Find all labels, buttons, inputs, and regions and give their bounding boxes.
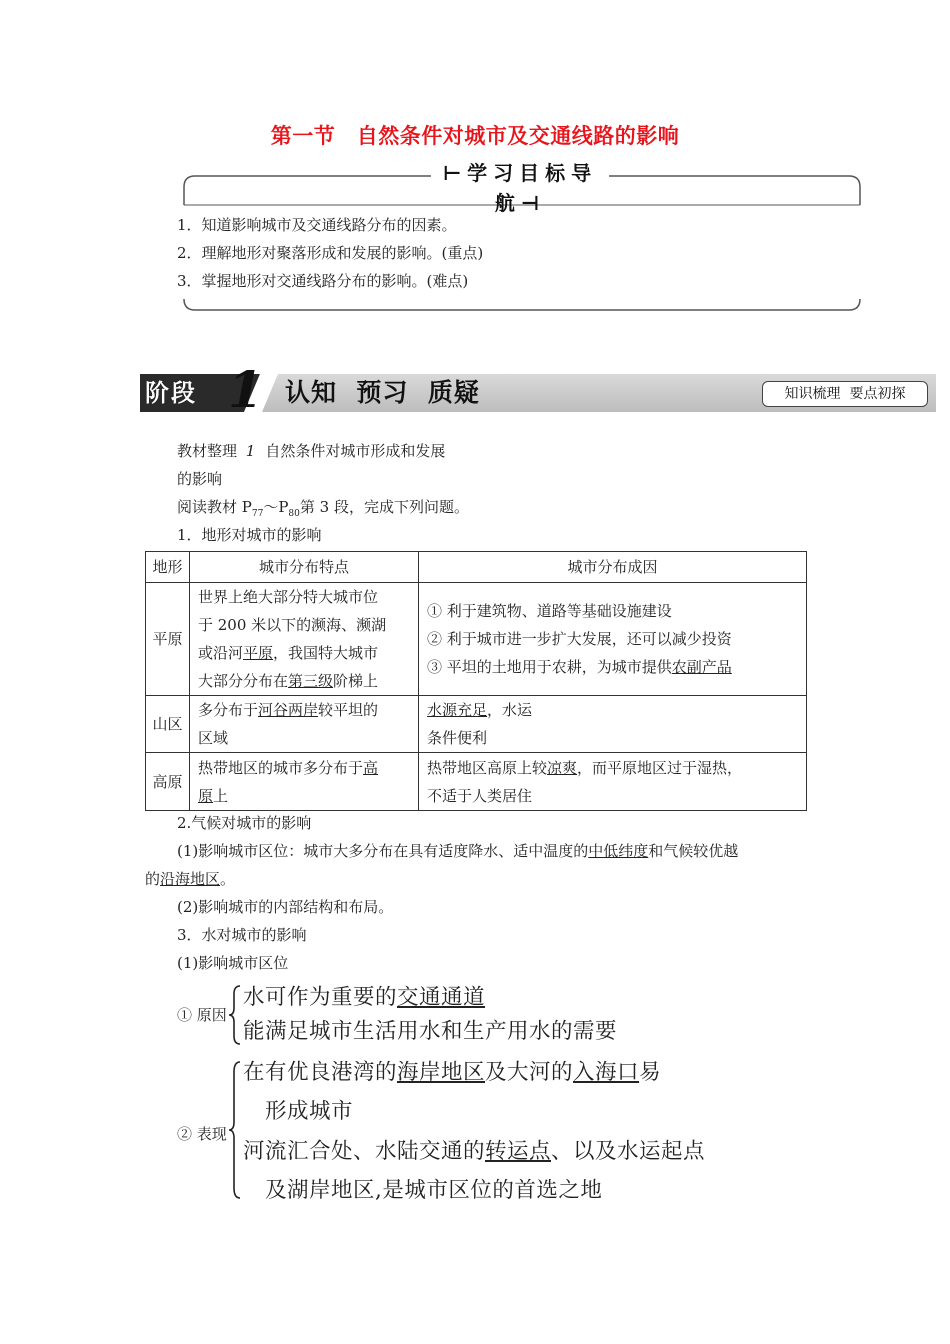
- water-show-2: 形成城市: [265, 1099, 354, 1124]
- climate-answer-1: 中低纬度: [588, 842, 649, 860]
- header-feature: 城市分布特点: [190, 552, 419, 583]
- plain-feature-line-1: 世界上绝大部分特大城市位: [198, 588, 379, 606]
- plateau-feature-a: 热带地区的城市多分布于: [198, 758, 364, 777]
- header-terrain: 地形: [146, 552, 190, 583]
- plain-feature-line-2: 于 200 米以下的濒海、濒湖: [198, 616, 387, 634]
- mountain-reason-answer: 水源充足: [427, 701, 488, 719]
- header-reason: 城市分布成因: [419, 552, 807, 583]
- cell-plateau-label: 高原: [146, 753, 190, 811]
- water-show-label: ② 表现: [177, 1125, 227, 1143]
- water-show-1a: 在有优良港湾的: [243, 1060, 398, 1085]
- water-show-answer-3: 转运点: [485, 1139, 552, 1164]
- section-heading-number: 1: [245, 442, 256, 460]
- cell-plateau-feature: [190, 753, 419, 811]
- water-show-1: [243, 1056, 661, 1090]
- goals-label-left-mark: ⊢: [442, 161, 468, 185]
- plateau-feature-b: 上: [213, 786, 229, 805]
- table-header-row: [146, 552, 807, 583]
- table-row-plateau: [146, 753, 807, 811]
- section-heading-cont: 的影响: [177, 470, 223, 488]
- plain-feature-line-3: [198, 639, 410, 667]
- water-show-4: 及湖岸地区,是城市区位的首选之地: [265, 1178, 603, 1203]
- plateau-feature-line-1: [198, 754, 410, 782]
- plain-reason-1: ① 利于建筑物、道路等基础设施建设: [427, 602, 672, 620]
- water-heading: 3．水对城市的影响: [177, 926, 307, 944]
- plain-feature-line-4: [198, 667, 410, 695]
- cell-plain-label: 平原: [146, 583, 190, 696]
- page-title: 第一节 自然条件对城市及交通线路的影响: [270, 124, 680, 148]
- section-heading-label: 教材整理: [177, 442, 238, 460]
- climate-p1-c: 的: [145, 870, 161, 888]
- mountain-feature-answer: 河谷两岸: [258, 701, 319, 719]
- goals-label: [431, 158, 609, 215]
- plain-feature-4b: 阶梯上: [333, 672, 379, 690]
- goals-label-text: 学习目标导航: [467, 161, 598, 215]
- reading-page-end: 80: [288, 509, 300, 519]
- section-heading-text: 自然条件对城市形成和发展: [265, 442, 446, 460]
- plain-reason-3: [427, 653, 798, 681]
- mountain-reason-line-2: 条件便利: [427, 729, 488, 747]
- goal-item-2: 2．理解地形对聚落形成和发展的影响。(重点): [177, 244, 484, 262]
- question-1-heading: 1．地形对城市的影响: [177, 526, 322, 544]
- climate-p1-a: (1)影响城市区位：城市大多分布在具有适度降水、适中温度的: [177, 842, 589, 860]
- water-reason-1: [243, 981, 485, 1015]
- plain-feature-answer-1: 平原: [243, 644, 274, 662]
- mountain-reason-a: ，水运: [487, 701, 533, 719]
- water-reason-label: ① 原因: [177, 1006, 227, 1024]
- reading-part-b: ～P: [263, 498, 289, 516]
- stage-badge: 知识梳理 要点初探: [762, 381, 928, 407]
- plain-reason-answer: 农副产品: [671, 658, 732, 676]
- stage-word: 阶段: [145, 379, 197, 407]
- terrain-table: [145, 551, 807, 811]
- water-show-answer-1: 海岸地区: [397, 1060, 486, 1085]
- table-row-mountain: [146, 696, 807, 753]
- cell-mountain-feature: [190, 696, 419, 753]
- goal-item-3: 3．掌握地形对交通线路分布的影响。(难点): [177, 272, 469, 290]
- plateau-reason-b: ，而平原地区过于湿热，: [577, 758, 743, 777]
- water-show-3a: 河流汇合处、水陆交通的: [243, 1139, 486, 1164]
- plateau-feature-answer-1: 高: [363, 758, 379, 777]
- section-heading: [177, 441, 445, 461]
- water-show-1b: 及大河的: [485, 1060, 574, 1085]
- goals-label-right-mark: ⊣: [520, 191, 546, 215]
- goal-item-1: 1．知道影响城市及交通线路分布的因素。: [177, 216, 457, 234]
- water-reason-1a: 水可作为重要的: [243, 985, 398, 1010]
- water-show-3b: 、以及水运起点: [551, 1139, 706, 1164]
- water-reason-2: 能满足城市生活用水和生产用水的需要: [243, 1019, 618, 1044]
- cell-mountain-reason: [419, 696, 807, 753]
- reason-brace: [228, 984, 242, 1046]
- table-row-plain: [146, 583, 807, 696]
- climate-answer-2: 沿海地区: [160, 870, 221, 888]
- plateau-reason-answer: 凉爽: [547, 758, 578, 777]
- plain-reason-3a: ③ 平坦的土地用于农耕，为城市提供: [427, 658, 672, 676]
- plain-feature-3b: ，我国特大城市: [273, 644, 379, 662]
- climate-point-2: (2)影响城市的内部结构和布局。: [177, 898, 394, 916]
- mountain-reason-line-1: [427, 696, 798, 724]
- plain-feature-4a: 大部分分布在: [198, 672, 289, 690]
- plateau-reason-line-2: 不适于人类居住: [427, 786, 533, 805]
- water-reason-answer: 交通通道: [397, 985, 486, 1010]
- water-show-1c: 易: [639, 1060, 662, 1085]
- plain-reason-2: ② 利于城市进一步扩大发展，还可以减少投资: [427, 630, 732, 648]
- cell-plain-feature: [190, 583, 419, 696]
- plateau-feature-line-2: [198, 782, 410, 810]
- stage-title: 认知 预习 质疑: [285, 378, 480, 407]
- mountain-feature-line-2: 区域: [198, 729, 229, 747]
- climate-heading: 2.气候对城市的影响: [177, 814, 312, 832]
- plateau-reason-line-1: [427, 754, 798, 782]
- mountain-feature-line-1: [198, 696, 410, 724]
- reading-part-a: 阅读教材 P: [177, 498, 252, 516]
- cell-plateau-reason: [419, 753, 807, 811]
- plain-feature-answer-2: 第三级: [288, 672, 334, 690]
- reading-page-start: 77: [251, 509, 264, 519]
- climate-p1-d: 。: [220, 870, 236, 888]
- mountain-feature-a: 多分布于: [198, 701, 259, 719]
- plateau-feature-answer-2: 原: [198, 786, 214, 805]
- climate-point-1-cont: [145, 869, 235, 889]
- water-show-answer-2: 入海口: [573, 1060, 640, 1085]
- cell-plain-reason: [419, 583, 807, 696]
- climate-p1-b: 和气候较优越: [648, 842, 739, 860]
- stage-number: 1: [228, 360, 263, 419]
- climate-point-1: [177, 841, 738, 861]
- water-subheading: (1)影响城市区位: [177, 954, 289, 972]
- reading-instruction: [177, 497, 469, 524]
- show-brace: [228, 1060, 242, 1200]
- plain-feature-3a: 或沿河: [198, 644, 244, 662]
- mountain-feature-b: 较平坦的: [318, 701, 379, 719]
- reading-part-c: 第 3 段，完成下列问题。: [299, 498, 469, 516]
- plateau-reason-a: 热带地区高原上较: [427, 758, 548, 777]
- water-show-3: [243, 1135, 705, 1169]
- cell-mountain-label: 山区: [146, 696, 190, 753]
